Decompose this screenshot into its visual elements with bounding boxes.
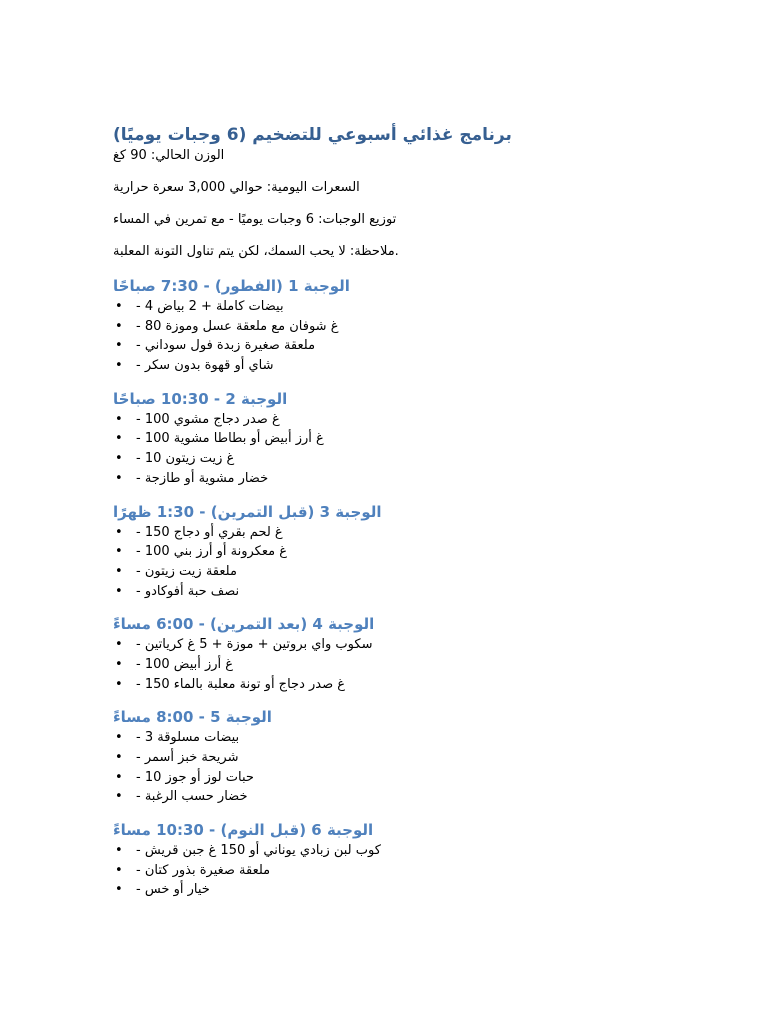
list-item-text: - 10 غ زيت زيتون: [136, 451, 235, 467]
bullet-icon: •: [115, 299, 123, 314]
list-item: [113, 523, 693, 543]
meal-items: [113, 635, 693, 694]
list-item-text: - خضار حسب الرغبة: [136, 789, 248, 805]
meal-2: [113, 388, 693, 489]
meal-6: [113, 819, 693, 900]
list-item-text: - شاي أو قهوة بدون سكر: [136, 358, 274, 374]
bullet-icon: •: [115, 676, 123, 692]
bullet-icon: •: [115, 843, 123, 859]
meal-heading: الوجبة 5 - 8:00 مساءً: [113, 708, 272, 727]
list-item-text: - خضار مشوية أو طازجة: [136, 470, 269, 486]
bullet-icon: •: [115, 544, 123, 560]
list-item: [113, 336, 693, 356]
meal-items: [113, 841, 693, 900]
bullet-icon: •: [115, 563, 123, 579]
list-item-text: - 100 غ أرز أبيض: [136, 656, 234, 672]
meal-heading: الوجبة 6 (قبل النوم) - 10:30 مساءً: [113, 821, 374, 840]
list-item: [113, 542, 693, 562]
list-item: [113, 728, 693, 748]
daily-calories: السعرات اليومية: حوالي 3,000 سعرة حرارية: [113, 180, 360, 195]
bullet-icon: •: [115, 470, 123, 486]
bullet-icon: •: [115, 789, 123, 805]
meal-3: [113, 501, 693, 602]
meal-1: [113, 275, 693, 376]
bullet-icon: •: [115, 318, 123, 334]
list-item-text: - 150 غ لحم بقري أو دجاج: [136, 524, 283, 540]
meal-heading: الوجبة 3 (قبل التمرين) - 1:30 ظهرًا: [113, 502, 382, 521]
list-item: [113, 841, 693, 861]
bullet-icon: •: [115, 730, 123, 746]
list-item: [113, 317, 693, 337]
list-item: [113, 655, 693, 675]
list-item-text: - 100 غ معكرونة أو أرز بني: [136, 544, 287, 560]
meal-distribution: توزيع الوجبات: 6 وجبات يوميًا - مع تمرين في المساء: [113, 212, 397, 227]
bullet-icon: •: [115, 750, 123, 765]
list-item-text: - شريحة خبز أسمر: [136, 750, 239, 765]
list-item-text: - 150 غ صدر دجاج أو تونة معلبة بالماء: [136, 676, 346, 692]
info-block: [113, 146, 693, 262]
list-item: [113, 675, 693, 695]
bullet-icon: •: [115, 338, 123, 354]
list-item-text: - ملعقة صغيرة بذور كتان: [136, 862, 271, 878]
list-item: [113, 748, 693, 768]
bullet-icon: •: [115, 882, 123, 898]
list-item: [113, 562, 693, 582]
list-item-text: - 100 غ أرز أبيض أو بطاطا مشوية: [136, 431, 324, 447]
document-page: [113, 124, 693, 900]
list-item: [113, 861, 693, 881]
bullet-icon: •: [115, 411, 123, 427]
list-item: [113, 582, 693, 602]
list-item: [113, 469, 693, 489]
list-item-text: - 100 غ صدر دجاج مشوي: [136, 411, 280, 427]
list-item: [113, 635, 693, 655]
list-item-text: - سكوب واي بروتين + موزة + 5 غ كرياتين: [136, 637, 373, 653]
meal-4: [113, 613, 693, 694]
bullet-icon: •: [115, 524, 123, 540]
note: ملاحظة: لا يحب السمك، لكن يتم تناول التونة المعلبة.: [113, 244, 399, 259]
list-item-text: - كوب لبن زبادي يوناني أو 150 غ جبن قريش: [136, 843, 381, 859]
bullet-icon: •: [115, 656, 123, 672]
bullet-icon: •: [115, 358, 123, 374]
meal-items: [113, 410, 693, 489]
list-item: [113, 768, 693, 788]
list-item-text: - 4 بيضات كاملة + 2 بياض: [136, 299, 284, 314]
list-item-text: - خيار أو خس: [136, 882, 210, 898]
list-item: [113, 429, 693, 449]
current-weight: الوزن الحالي: 90 كغ: [113, 148, 225, 163]
bullet-icon: •: [115, 637, 123, 653]
list-item-text: - نصف حبة أفوكادو: [136, 583, 240, 599]
bullet-icon: •: [115, 583, 123, 599]
meal-heading: الوجبة 1 (الفطور) - 7:30 صباحًا: [113, 277, 350, 295]
list-item-text: - ملعقة زيت زيتون: [136, 563, 237, 579]
bullet-icon: •: [115, 769, 123, 785]
meal-items: [113, 297, 693, 376]
list-item-text: - 80 غ شوفان مع ملعقة عسل وموزة: [136, 318, 339, 334]
meal-heading: الوجبة 2 - 10:30 صباحًا: [113, 389, 288, 408]
list-item: [113, 410, 693, 430]
meal-items: [113, 523, 693, 602]
list-item-text: - 10 حبات لوز أو جوز: [136, 769, 254, 785]
list-item: [113, 787, 693, 807]
list-item: [113, 356, 693, 376]
bullet-icon: •: [115, 431, 123, 447]
meal-items: [113, 728, 693, 807]
meal-5: [113, 706, 693, 807]
bullet-icon: •: [115, 862, 123, 878]
list-item-text: - 3 بيضات مسلوقة: [136, 730, 240, 746]
list-item-text: - ملعقة صغيرة زبدة فول سوداني: [136, 338, 316, 354]
meal-heading: الوجبة 4 (بعد التمرين) - 6:00 مساءً: [113, 615, 375, 634]
list-item: [113, 449, 693, 469]
list-item: [113, 297, 693, 317]
document-title: برنامج غذائي أسبوعي للتضخيم (6 وجبات يوميًا): [113, 125, 512, 145]
list-item: [113, 880, 693, 900]
bullet-icon: •: [115, 451, 123, 467]
